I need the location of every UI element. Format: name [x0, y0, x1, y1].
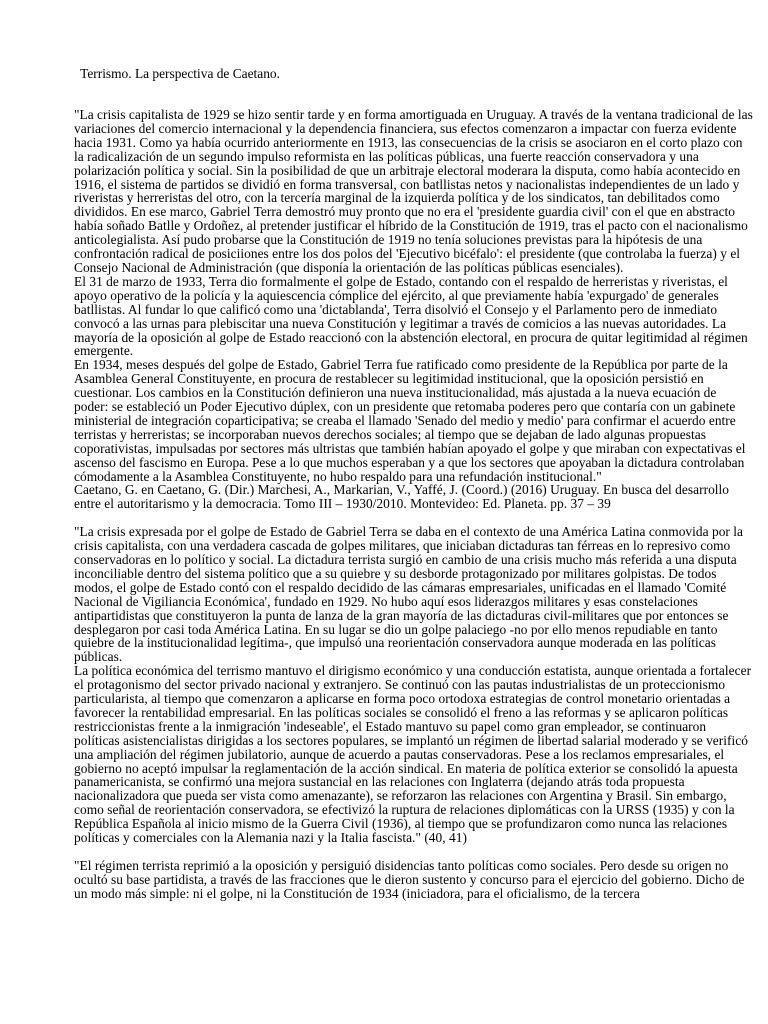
document-body [74, 108, 754, 901]
citation: Caetano, G. en Caetano, G. (Dir.) Marchesi, A., Markarian, V., Yaffé, J. (Coord.) (2016) Uruguay. En busca del desarrollo entre el autoritarismo y la democracia. Tomo III – 1930/2010. Montevideo: Ed. Planeta. pp. 37 – 39 [74, 482, 730, 512]
paragraph-regimen-terrista: "El régimen terrista reprimió a la oposición y persiguió disidencias tanto políticas como sociales. Pero desde su origen no ocultó su base partidista, a través de las fracciones que le dieron sustento y concurso para el ejercicio del gobierno. Dicho de un modo más simple: ni el golpe, ni la Constitución de 1934 (iniciadora, para el oficialismo, de la tercera [74, 857, 745, 901]
document-title: Terrismo. La perspectiva de Caetano. [77, 66, 280, 81]
paragraph-politica-economica: La política económica del terrismo mantuvo el dirigismo económico y una conducción estatista, aunque orientada a fortalecer el protagonismo del sector privado nacional y extranjero. Se continuó con las pautas industrialistas de un proteccionismo particularista, al tiempo que comenzaron a aplicarse en forma poco ortodoxa estrategias de control monetario orientadas a favorecer la rentabilidad empresarial. En las políticas sociales se consolidó el freno a las reformas y se aplicaron políticas restriccionistas frente a la inmigración 'indeseable', el Estado mantuvo su papel como gran empleador, se continuaron políticas asistencialistas dirigidas a los sectores populares, se implantó un régimen de libertad salarial moderado y se verificó una ampliación del régimen jubilatorio, aunque de acuerdo a pautas conservadoras. Pese a los reclamos empresariales, el gobierno no aceptó impulsar la reglamentación de la acción sindical. En materia de política exterior se consolidó la apuesta panamericanista, se confirmó una mejora sustancial en las relaciones con Inglaterra (dejando atrás toda propuesta nacionalizadora que pueda ser vista como amenazante), se reforzaron las relaciones con Argentina y Brasil. Sin embargo, como señal de reorientación conservadora, se efectivizó la ruptura de relaciones diplomáticas con la URSS (1935) y con la República Española al inicio mismo de la Guerra Civil (1936), al tiempo que se profundizaron como nunca las relaciones políticas y comerciales con la Alemania nazi y la Italia fascista." (40, 41) [74, 663, 752, 846]
paragraph-golpe-1933: El 31 de marzo de 1933, Terra dio formalmente el golpe de Estado, contando con el respaldo de herreristas y riveristas, el apoyo operativo de la policía y la aquiescencia cómplice del ejército, al que previamente había 'expurgado' de generales batllistas. Al fundar lo que calificó como una 'dictablanda', Terra disolvió el Consejo y el Parlamento pero de inmediato convocó a las urnas para plebiscitar una nueva Constitución y legitimar a través de comicios a las nuevas autoridades. La mayoría de la oposición al golpe de Estado reaccionó con la abstención electoral, en procura de quitar legitimidad al régimen emergente. [74, 273, 748, 359]
paragraph-asamblea-1934: En 1934, meses después del golpe de Estado, Gabriel Terra fue ratificado como presidente de la República por parte de la Asamblea General Constituyente, en procura de restablecer su legitimidad institucional, que la oposición persistió en cuestionar. Los cambios en la Constitución definieron una nueva institucionalidad, más ajustada a la nueva ecuación de poder: se estableció un Poder Ejecutivo dúplex, con un presidente que retomaba poderes pero que contaría con un gabinete ministerial de integración coparticipativa; se creaba el llamado 'Senado del medio y medio' para confirmar el acuerdo entre terristas y herreristas; se incorporaban nuevos derechos sociales; al tiempo que se dejaban de lado algunas propuestas coporativistas, impulsadas por sectores más ultristas que también habían apoyado el golpe y que miraban con expectativas el ascenso del fascismo en Europa. Pese a lo que muchos esperaban y a que los sectores que apoyaban la dictadura controlaban cómodamente a la Asamblea Constituyente, no hubo respaldo para una refundación institucional." [74, 357, 746, 484]
paragraph-crisis-1929: "La crisis capitalista de 1929 se hizo sentir tarde y en forma amortiguada en Uruguay. A través de la ventana tradicional de las variaciones del comercio internacional y la dependencia financiera, sus efectos comenzaron a impactar con fuerza evidente hacia 1931. Como ya había ocurrido anteriormente en 1913, las consecuencias de la crisis se asociaron en el corto plazo con la radicalización de un segundo impulso reformista en las políticas públicas, una fuerte reacción conservadora y una polarización política y social. Sin la posibilidad de que un arbitraje electoral moderara la disputa, como había acontecido en 1916, el sistema de partidos se dividió en forma transversal, con batllistas netos y nacionalistas independientes de un lado y riveristas y herreristas del otro, con la tercería marginal de la izquierda política y de los sindicatos, tan debilitados como divididos. En ese marco, Gabriel Terra demostró muy pronto que no era el 'presidente guardia civil' con el que en abstracto había soñado Batlle y Ordoñez, al pretender justificar el híbrido de la Constitución de 1919, tras el pacto con el nacionalismo anticolegialista. Así pudo probarse que la Constitución de 1919 no tenía soluciones previstas para la hipótesis de una confrontación radical de posiciiones entre los dos polos del 'Ejecutivo bicéfalo': el presidente (que controlaba la fuerza) y el Consejo Nacional de Administración (que disponía la orientación de las políticas públicas esenciales). [74, 107, 753, 275]
paragraph-contexto-latinoamericano: "La crisis expresada por el golpe de Estado de Gabriel Terra se daba en el contexto de una América Latina conmovida por la crisis capitalista, con una verdadera cascada de golpes militares, que iniciaban dictaduras tan férreas en lo represivo como conservadoras en lo político y social. La dictadura terrista surgió en cambio de una crisis mucho más referida a una disputa inconciliable dentro del sistema político que a su quiebre y su desborde protagonizado por militares golpistas. De todos modos, el golpe de Estado contó con el respaldo decidido de las cámaras empresariales, unificadas en el llamado 'Comité Nacional de Vigiliancia Económica', fundado en 1929. No hubo aquí esos liderazgos militares y esas constelaciones antipartidistas que constituyeron la punta de lanza de la gran mayoría de las dictaduras civil-militares que por entonces se desplegaron por casi toda América Latina. En su lugar se dio un golpe palaciego -no por ello menos repudiable en tanto quiebre de la institucionalidad legítima-, que impulsó una reorientación conservadora aunque moderada en las políticas públicas. [74, 524, 744, 665]
